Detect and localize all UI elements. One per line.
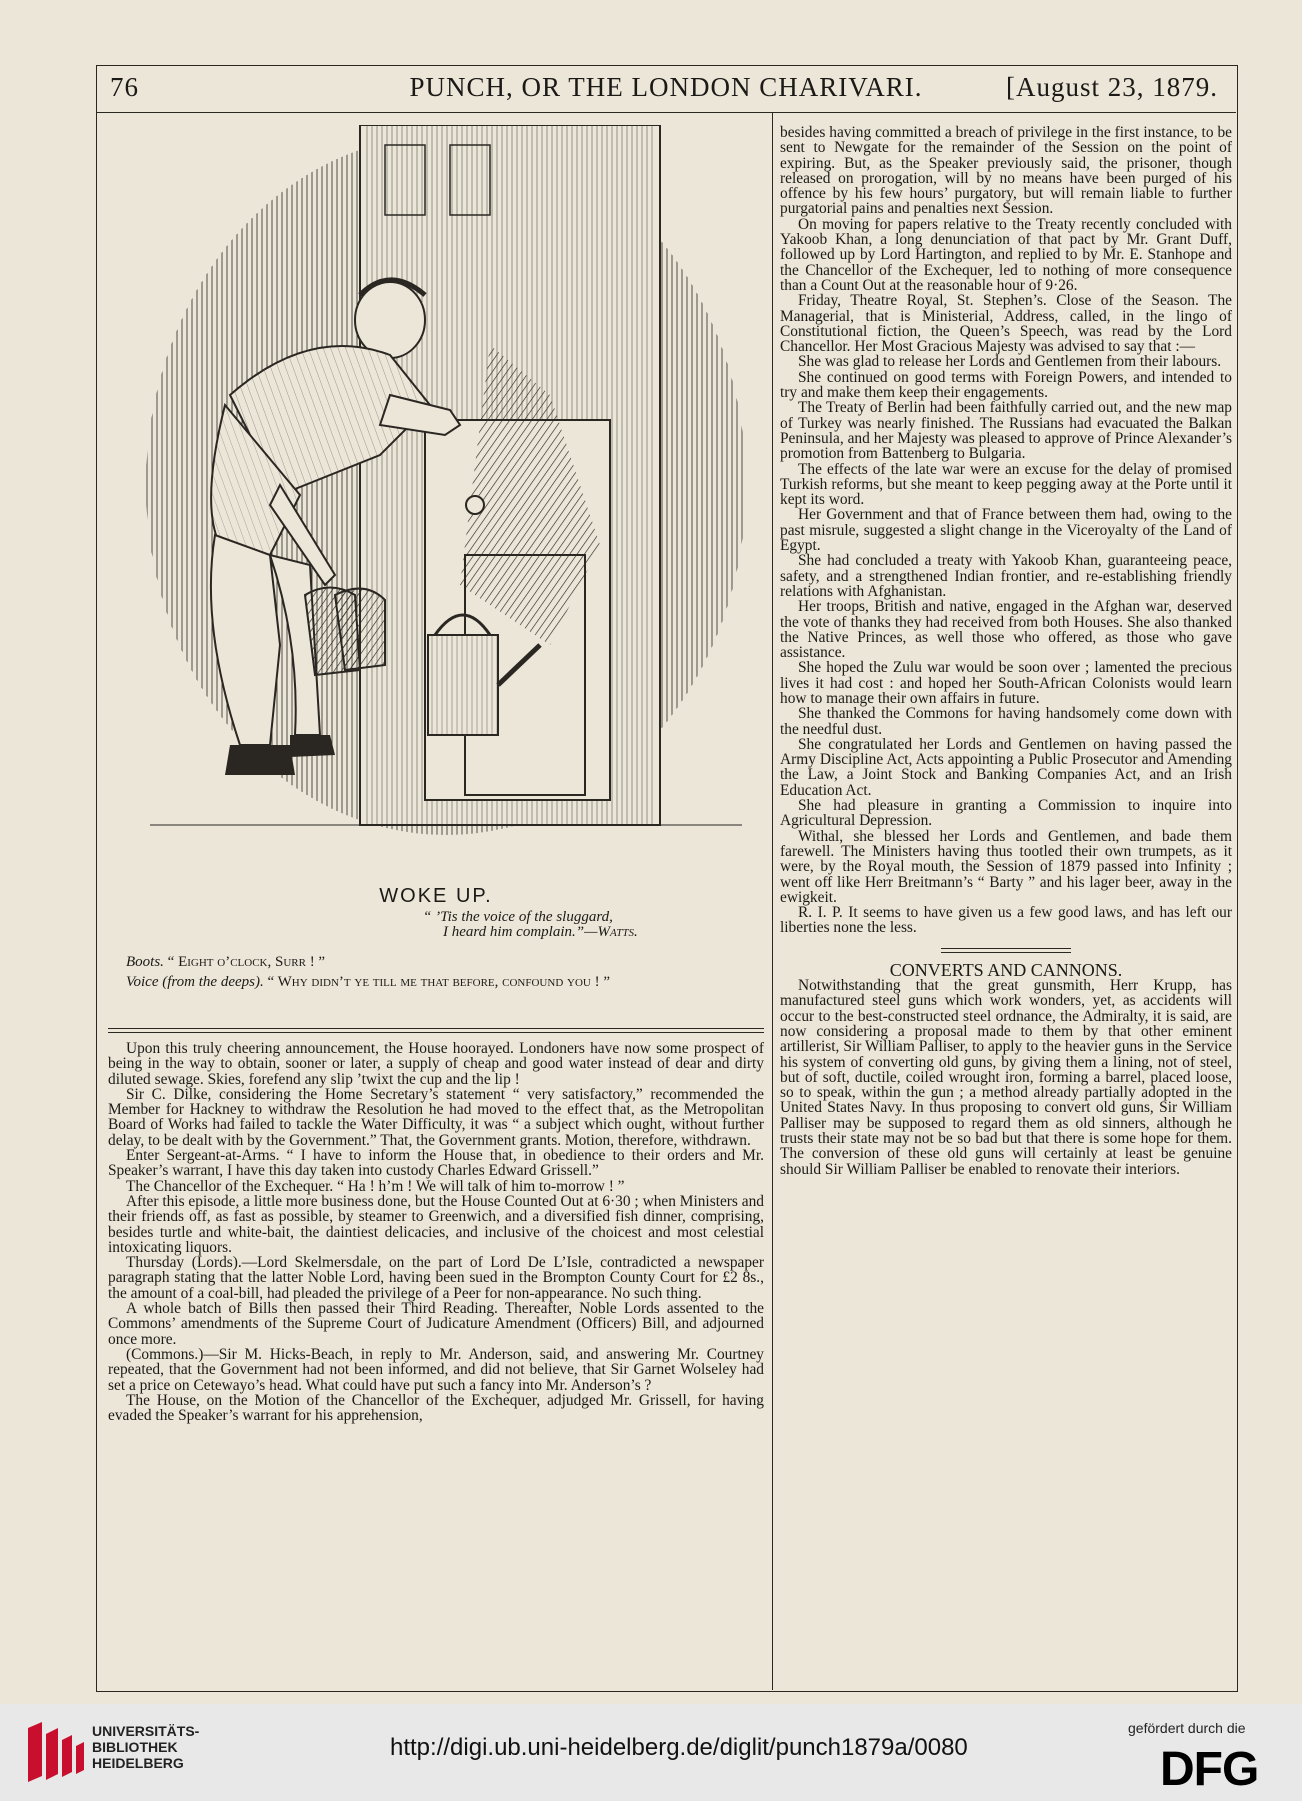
paragraph: Her Government and that of France between them had, owing to the past misrule, suggested a slight change in the Viceroyalty of the Land of Egypt. [780, 506, 1232, 555]
left-column [108, 1041, 764, 1423]
paragraph: She was glad to release her Lords and Gentlemen from their labours. [798, 353, 1222, 371]
column-rule [772, 113, 773, 1690]
voice-line: “ Why didn’t ye till me that before, confound you ! ” [267, 974, 610, 990]
voice-stage-direction: (from the deeps). [162, 974, 264, 990]
paragraph: She continued on good terms with Foreign Powers, and intended to try and make them keep their engagements. [780, 368, 1232, 402]
issue-date: [August 23, 1879. [1006, 72, 1218, 102]
paragraph: On moving for papers relative to the Treaty recently concluded with Yakoob Khan, a long denunciation of that pact by Mr. Grant Duff, followed up by Lord Hartington, and replied to by Mr. E. Stanhope and the Chancellor of the Exchequer, led to nothing of more consequence than a Count Out at the reasonable hour of 9·26. [780, 215, 1232, 294]
paragraph: She thanked the Commons for having handsomely come down with the needful dust. [780, 705, 1232, 738]
paragraph: Sir C. Dilke, considering the Home Secretary’s statement “ very satisfactory,” recommended the Member for Hackney to withdraw the Resolution he had moved to the effect that, as the Metropolitan Board of Works had failed to tackle the Water Difficulty, it was “ a subject which ought, without further delay, to be dealt with by the Government.” That, the Government grants. Motion, therefore, withdrawn. [108, 1085, 764, 1149]
caption-rule-2 [108, 1032, 764, 1033]
funding-note: gefördert durch die [1128, 1720, 1246, 1736]
library-line-3: HEIDELBERG [92, 1755, 184, 1771]
source-url-link[interactable]: http://digi.ub.uni-heidelberg.de/diglit/punch1879a/0080 [390, 1734, 968, 1761]
right-column [780, 125, 1232, 1177]
section-heading: CONVERTS AND CANNONS. [889, 959, 1123, 980]
running-header [96, 70, 1236, 110]
paragraph: The House, on the Motion of the Chancellor of the Exchequer, adjudged Mr. Grissell, for having evaded the Speaker’s warrant for his apprehension, [108, 1391, 764, 1425]
paragraph: She had pleasure in granting a Commission to inquire into Agricultural Depression. [780, 797, 1232, 830]
speaker-boots: Boots. [126, 954, 164, 970]
paragraph: Upon this truly cheering announcement, the House hoorayed. Londoners have now some prospect of being in the way to obtain, sooner or later, a supply of cheap and good water instead of dear and dirty diluted sewage. Skies, forefend any slip ’twixt the cup and the lip ! [108, 1040, 764, 1088]
paragraph: Enter Sergeant-at-Arms. “ I have to inform the House that, in obedience to their orders and Mr. Speaker’s warrant, I have this day taken into custody Charles Edward Grissell.” [108, 1147, 764, 1180]
paragraph: Thursday (Lords).—Lord Skelmersdale, on the part of Lord De L’Isle, contradicted a newspaper paragraph stating that the latter Noble Lord, having been sued in the Brompton County Court for £2 8s., the amount of a coal-bill, had pleaded the privilege of a Peer for non-appearance. No such thing. [108, 1254, 764, 1302]
cartoon-epigraph [385, 910, 705, 940]
paragraph: Withal, she blessed her Lords and Gentlemen, and bade them farewell. The Ministers having thus tootled their own trumpets, as it were, by the Royal mouth, the Session of 1879 passed into Infinity ; went off like Herr Breitmann’s “ Barty ” and his lager beer, away in the ewigkeit. [780, 827, 1232, 906]
paragraph: Notwithstanding that the great gunsmith, Herr Krupp, has manufactured steel guns which work wonders, yet, as accidents will occur to the best-constructed steel ordnance, the Admiralty, it is said, are now considering a proposal made to them by that other eminent artillerist, Sir William Palliser, to apply to the heavier guns in the Service his system of converting old guns, by giving them a lining, not of steel, but of soft, ductile, coiled wrought iron, forming a barrel, placed loose, so to speak, within the gun ; a method already partially adopted in the United States Navy. In thus proposing to convert old guns, Sir William Palliser may be supposed to regard them as old sinners, although he trusts their state may not be so bad but that there is some hope for them. The conversion of these old guns will certainly at least be genuine should Sir William Palliser be enabled to renovate their interiors. [780, 977, 1232, 1178]
paragraph: She hoped the Zulu war would be soon over ; lamented the precious lives it had cost : and hoped her South-African Colonists would learn how to manage their own affairs in future. [780, 659, 1232, 707]
paragraph: The Treaty of Berlin had been faithfully carried out, and the new map of Turkey was nearly finished. The Russians had evacuated the Balkan Peninsula, and her Majesty was pleased to approve of Prince Alexander’s promotion from Battenberg to Bulgaria. [780, 399, 1232, 463]
paragraph: R. I. P. It seems to have given us a few good laws, and has left our liberties none the less. [780, 904, 1232, 937]
university-logo-icon [28, 1722, 84, 1782]
library-line-2: BIBLIOTHEK [92, 1739, 178, 1755]
paragraph: besides having committed a breach of privilege in the first instance, to be sent to Newgate for the remainder of the Session on the point of expiring. But, as the Speaker previously said, the prisoner, though released on prorogation, will by no means have been purged of his offence by his few hours’ purgatory, but will remain liable to further purgatorial pains and penalties next Session. [780, 124, 1232, 218]
paragraph: Friday, Theatre Royal, St. Stephen’s. Close of the Season. The Managerial, that is Ministerial, Address, called, in the lingo of Constitutional fiction, the Queen’s Speech, was read by the Lord Chancellor. Her Most Gracious Majesty was advised to say that :— [780, 292, 1232, 356]
paragraph: A whole batch of Bills then passed their Third Reading. Thereafter, Noble Lords assented to the Commons’ amendments of the Supreme Court of Judicature Amendment (Officers) Bill, and adjourned once more. [108, 1300, 764, 1348]
paragraph: She had concluded a treaty with Yakoob Khan, guaranteeing peace, safety, and a strengthened Indian frontier, and re-establishing friendly relations with Afghanistan. [780, 552, 1232, 600]
speaker-voice: Voice [126, 974, 159, 990]
page-number: 76 [110, 72, 139, 102]
paragraph: After this episode, a little more business done, but the House Counted Out at 6·30 ; when Ministers and their friends off, as fast as possible, by steamer to Greenwich, and a diversified fish dinner, comprising, besides turtle and white-bait, the daintiest delicacies, and inclusive of the choicest and most celestial intoxicating liquors. [108, 1192, 764, 1256]
cartoon-illustration [130, 125, 762, 845]
epigraph-author: Watts. [597, 924, 638, 940]
dfg-logo: DFG [1160, 1743, 1259, 1796]
epigraph-line-2: I heard him complain.”— [443, 924, 598, 940]
cartoon-title: WOKE UP. [379, 885, 493, 907]
library-name [92, 1723, 199, 1771]
caption-rule-1 [108, 1028, 764, 1029]
masthead-title: PUNCH, OR THE LONDON CHARIVARI. [409, 72, 923, 102]
paragraph: Her troops, British and native, engaged in the Afghan war, deserved the vote of thanks they had received from both Houses. She also thanked the Native Princes, as well those who offered, as those who gave assistance. [780, 598, 1232, 662]
cartoon-dialogue [108, 954, 764, 994]
paragraph: She congratulated her Lords and Gentlemen on having passed the Army Discipline Act, Acts appointing a Public Prosecutor and Amending the Law, a Joint Stock and Banking Companies Act, and an Irish Education Act. [780, 735, 1232, 799]
library-line-1: UNIVERSITÄTS- [92, 1723, 200, 1739]
epigraph-line-1: “ ’Tis the voice of the sluggard, [423, 909, 613, 925]
header-rule [96, 112, 1236, 113]
paragraph: The effects of the late war were an excuse for the delay of promised Turkish reforms, but she meant to keep pegging away at the Porte until it kept its word. [780, 460, 1232, 509]
section-divider [941, 948, 1071, 953]
paragraph: The Chancellor of the Exchequer. “ Ha ! h’m ! We will talk of him to-morrow ! ” [126, 1177, 625, 1195]
paragraph: (Commons.)—Sir M. Hicks-Beach, in reply to Mr. Anderson, said, and answering Mr. Courtney repeated, that the Government had not been informed, and did not believe, that Sir Garnet Wolseley had set a price on Cetewayo’s head. What could have put such a fancy into Mr. Anderson’s ? [108, 1345, 764, 1394]
boots-line: “ Eight o’clock, Surr ! ” [167, 954, 326, 970]
